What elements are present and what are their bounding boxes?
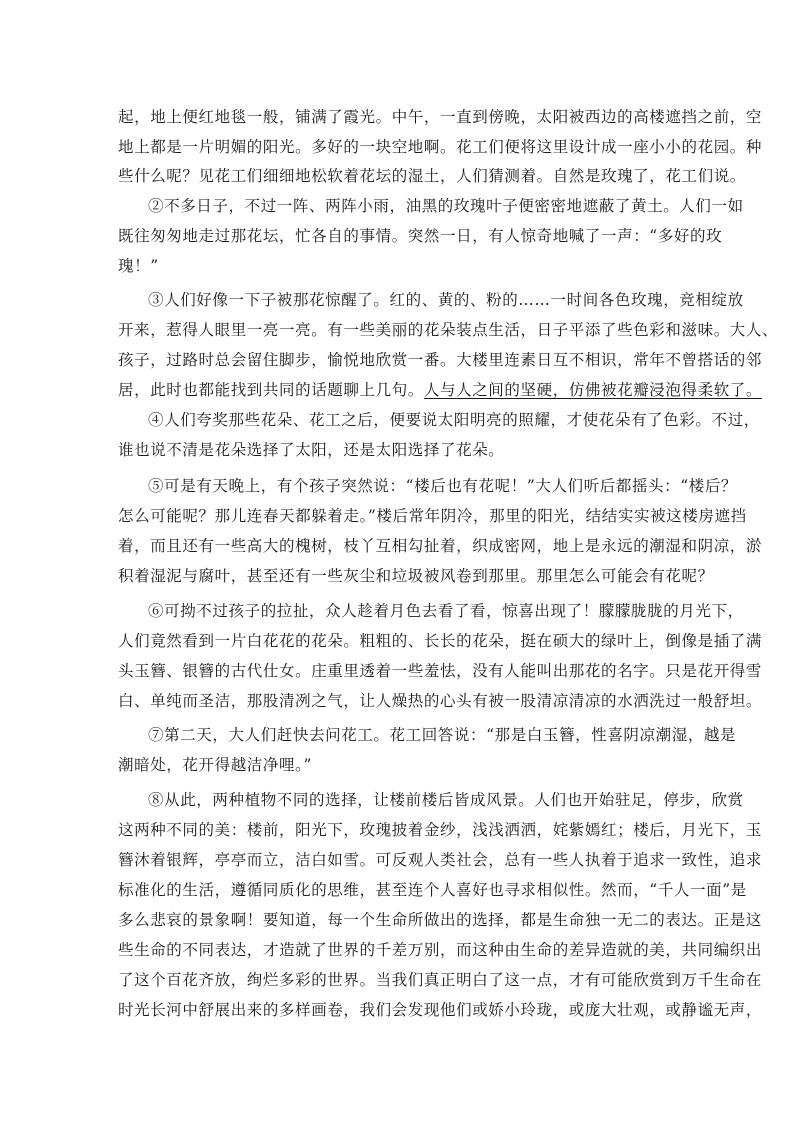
text-line — [118, 380, 762, 400]
text-segment: 居，此时也都能找到共同的话题聊上几句。 — [118, 381, 424, 399]
underlined-sentence: 人与人之间的坚硬，仿佛被花瓣浸泡得柔软了。 — [423, 381, 763, 399]
text-line: 着，而且还有一些高大的槐树，枝丫互相勾扯着，织成密网，地上是永远的潮湿和阴凉，淤 — [118, 537, 763, 555]
text-line: 了这个百花齐放，绚烂多彩的世界。当我们真正明白了这一点，才有可能欣赏到万千生命在 — [118, 971, 763, 989]
text-line: 多么悲哀的景象啊！要知道，每一个生命所做出的选择，都是生命独一无二的表达。正是这 — [118, 911, 763, 929]
text-line: 开来，惹得人眼里一亮一亮。有一些美丽的花朵装点生活，日子平添了些色彩和滋味。大人、 — [118, 321, 779, 339]
text-line: 既往匆匆地走过那花坛，忙各自的事情。突然一日，有人惊奇地喊了一声：“多好的玫 — [118, 227, 723, 245]
text-line: 起，地上便红地毯一般，铺满了霞光。中午，一直到傍晚，太阳被西边的高楼遮挡之前，空 — [118, 108, 763, 126]
text-line: 些什么呢？见花工们细细地松软着花坛的湿土，人们猜测着。自然是玫瑰了，花工们说。 — [118, 167, 746, 185]
text-line: 白、单纯而圣洁，那股清冽之气，让人燥热的心头有被一股清凉清凉的水洒洗过一般舒坦。 — [118, 692, 763, 710]
text-line: 怎么可能呢？那儿连春天都躲着走。”楼后常年阴冷，那里的阳光，结结实实被这楼房遮挡 — [118, 507, 747, 525]
text-line: ⑤可是有天晚上，有个孩子突然说：“楼后也有花呢！”大人们听后都摇头：“楼后？ — [148, 477, 738, 495]
text-line: ⑧从此，两种植物不同的选择，让楼前楼后皆成风景。人们也开始驻足，停步，欣赏 — [148, 791, 744, 809]
text-line: 簪沐着银辉，亭亭而立，洁白如雪。可反观人类社会，总有一些人执着于追求一致性，追求 — [118, 851, 763, 869]
text-line: ⑥可拗不过孩子的拉扯，众人趁着月色去看了看，惊喜出现了！朦朦胧胧的月光下， — [148, 602, 744, 620]
text-line: 积着湿泥与腐叶，甚至还有一些灰尘和垃圾被风卷到那里。那里怎么可能会有花呢？ — [118, 567, 714, 585]
text-line: ②不多日子，不过一阵、两阵小雨，油黑的玫瑰叶子便密密地遮蔽了黄土。人们一如 — [148, 197, 744, 215]
text-line: 瑰！” — [118, 257, 159, 275]
text-line: 潮暗处，花开得越洁净哩。” — [118, 756, 312, 774]
text-line: 地上都是一片明媚的阳光。多好的一块空地啊。花工们便将这里设计成一座小小的花园。种 — [118, 138, 763, 156]
text-line: 头玉簪、银簪的古代仕女。庄重里透着一些羞怯，没有人能叫出那花的名字。只是花开得雪 — [118, 662, 763, 680]
text-line: 些生命的不同表达，才造就了世界的千差万别，而这种由生命的差异造就的美，共同编织出 — [118, 941, 763, 959]
text-line: ④人们夸奖那些花朵、花工之后，便要说太阳明亮的照耀，才使花朵有了色彩。不过， — [148, 411, 760, 429]
text-line: 这两种不同的美：楼前，阳光下，玫瑰披着金纱，浅浅洒洒，姹紫嫣红；楼后，月光下，玉 — [118, 821, 763, 839]
text-line: ⑦第二天，大人们赶快去问花工。花工回答说：“那是白玉簪，性喜阴凉潮湿，越是 — [148, 726, 737, 744]
text-line: 谁也说不清是花朵选择了太阳，还是太阳选择了花朵。 — [118, 441, 505, 459]
text-line: 孩子，过路时总会留住脚步，愉悦地欣赏一番。大楼里连素日互不相识，常年不曾搭话的邻 — [118, 351, 763, 369]
text-line: 时光长河中舒展出来的多样画卷，我们会发现他们或娇小玲珑，或庞大壮观，或静谧无声， — [118, 1001, 763, 1019]
text-line: ③人们好像一下子被那花惊醒了。红的、黄的、粉的……一时间各色玫瑰，竞相绽放 — [148, 291, 744, 309]
text-line: 人们竟然看到一片白花花的花朵。粗粗的、长长的花朵，挺在硕大的绿叶上，倒像是插了满 — [118, 632, 763, 650]
text-line: 标准化的生活，遵循同质化的思维，甚至连个人喜好也寻求相似性。然而，“千人一面”是 — [118, 881, 747, 899]
